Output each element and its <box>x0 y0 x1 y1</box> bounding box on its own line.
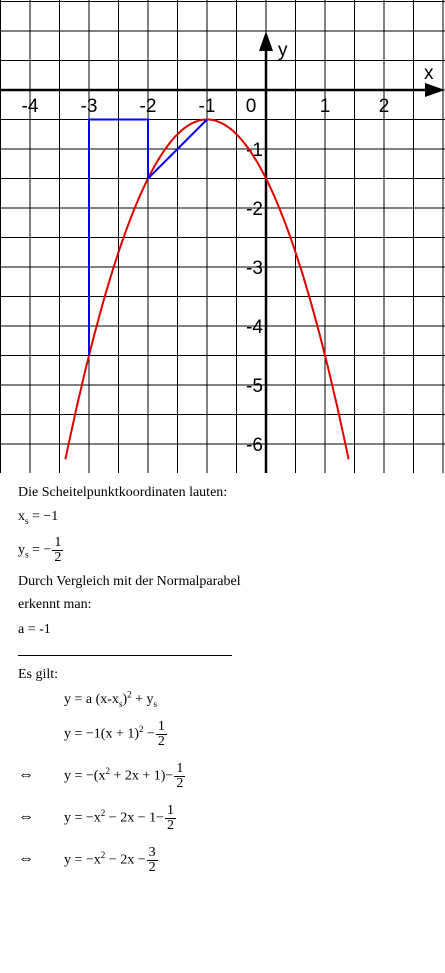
separator-line <box>18 655 232 656</box>
equivalence-arrow-1: ⇔ <box>18 766 34 783</box>
x-tick-label: -1 <box>198 96 216 117</box>
x-axis-arrow-icon <box>425 83 445 97</box>
equation-substituted <box>64 720 168 749</box>
y-tick-label: -4 <box>246 317 263 338</box>
eq1-part-b: ) <box>122 692 128 707</box>
tick-labels <box>22 96 390 456</box>
ys-numerator: 1 <box>54 535 62 550</box>
eq3-part-a: y = −(x <box>64 768 106 784</box>
x-axis-label: x <box>424 63 434 84</box>
eq2-numerator: 1 <box>157 719 165 734</box>
y-axis-arrow-icon <box>259 31 273 51</box>
xs-sub: s <box>25 515 29 526</box>
equation-expanded <box>64 762 186 791</box>
eq4-sup: 2 <box>100 808 106 819</box>
eq4-part-b: − 2x − 1− <box>105 810 164 826</box>
y-tick-label: -6 <box>246 435 263 456</box>
a-value-text: a = -1 <box>18 622 51 637</box>
xs-value: = −1 <box>28 509 59 524</box>
eq1-part-c: + y <box>131 692 154 707</box>
y-tick-label: -5 <box>246 376 263 397</box>
x-tick-label: -2 <box>139 96 157 117</box>
y-axis-label: y <box>278 40 288 61</box>
y-tick-label: -2 <box>246 199 263 220</box>
equivalence-arrow-3: ⇔ <box>18 850 34 867</box>
eq2-denominator: 2 <box>157 734 165 749</box>
x-tick-label: -4 <box>21 96 39 117</box>
eq5-part-a: y = −x <box>64 852 101 868</box>
eq5-denominator: 2 <box>148 860 156 875</box>
eq4-fraction <box>165 804 176 833</box>
x-tick-label: 2 <box>378 96 390 117</box>
eq1-part-a: y = a (x-x <box>64 692 119 707</box>
vertex-x-equation <box>18 509 58 525</box>
comparison-text: Durch Vergleich mit der Normalparabel <box>18 574 241 589</box>
vertex-y-equation <box>18 536 64 565</box>
eq4-denominator: 2 <box>166 818 174 833</box>
eq3-fraction <box>174 762 185 791</box>
eq4-numerator: 1 <box>166 803 174 818</box>
eq2-fraction <box>156 720 167 749</box>
equivalence-arrow-2: ⇔ <box>18 808 34 825</box>
x-tick-label: 1 <box>319 96 331 117</box>
vertex-intro-text: Die Scheitelpunktkoordinaten lauten: <box>18 485 228 500</box>
eq2-part-a: y = −1(x + 1) <box>64 726 140 742</box>
x-tick-label: -3 <box>80 96 98 117</box>
ys-eq: = − <box>28 542 52 558</box>
eq3-sup: 2 <box>105 766 110 777</box>
eq3-part-b: + 2x + 1)− <box>109 768 174 784</box>
x-tick-label: 0 <box>245 96 257 117</box>
ys-fraction <box>52 536 63 565</box>
eq2-sup: 2 <box>139 724 144 735</box>
equation-vertex-form <box>64 689 158 709</box>
grid-lines <box>0 0 445 473</box>
eq3-numerator: 1 <box>176 761 184 776</box>
eq2-part-b: − <box>143 726 155 742</box>
parabola-graph <box>0 0 445 473</box>
recognize-text: erkennt man: <box>18 597 92 612</box>
eq1-sub2: s <box>153 698 158 709</box>
y-tick-label: -3 <box>246 258 263 279</box>
eq5-part-b: − 2x − <box>105 852 146 868</box>
es-gilt-text: Es gilt: <box>18 667 59 682</box>
eq1-sub: s <box>118 698 123 709</box>
eq5-numerator: 3 <box>148 845 156 860</box>
eq4-part-a: y = −x <box>64 810 101 826</box>
ys-denominator: 2 <box>54 550 62 565</box>
y-tick-label: -1 <box>246 140 263 161</box>
eq1-sup: 2 <box>127 689 132 700</box>
ys-var: y <box>18 542 25 558</box>
eq5-fraction <box>147 846 158 875</box>
eq3-denominator: 2 <box>176 776 184 791</box>
xs-var: x <box>18 509 25 524</box>
equation-distributed <box>64 804 177 833</box>
ys-sub: s <box>25 549 29 560</box>
eq5-sup: 2 <box>100 850 106 861</box>
equation-final <box>64 846 159 875</box>
